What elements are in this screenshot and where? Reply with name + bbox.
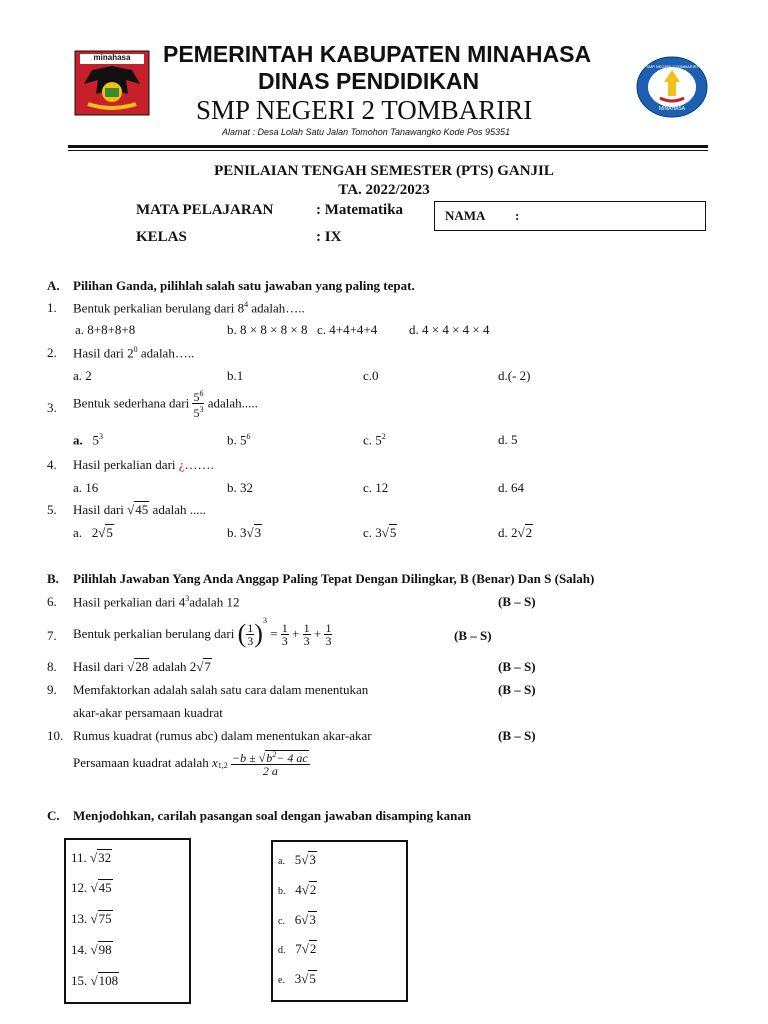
q8-number: 8.	[47, 659, 57, 674]
q3-option-d[interactable]: d. 5	[498, 432, 518, 447]
match-q12: 12. √45	[71, 880, 112, 895]
header-line-2: DINAS PENDIDIKAN	[258, 68, 480, 94]
match-answer-e[interactable]: e. 3√5	[278, 971, 316, 986]
q4-text: Hasil perkalian dari ¿…….	[73, 457, 214, 472]
name-label: NAMA	[445, 208, 486, 223]
match-q11: 11. √32	[71, 850, 112, 865]
q4-option-a[interactable]: a. 16	[73, 480, 99, 495]
school-address: Alamat : Desa Lolah Satu Jalan Tomohon Tanawangko Kode Pos 95351	[222, 127, 511, 137]
section-b-letter: B.	[47, 571, 59, 586]
match-answer-d[interactable]: d. 7√2	[278, 941, 317, 956]
class-value: : IX	[316, 229, 342, 245]
match-q13: 13. √75	[71, 911, 112, 926]
q10-text-1: Rumus kuadrat (rumus abc) dalam menentukan akar-akar	[73, 728, 372, 743]
match-answer-b[interactable]: b. 4√2	[278, 882, 317, 897]
q5-option-c[interactable]: c. 3√5	[363, 525, 397, 540]
match-answer-c[interactable]: c. 6√3	[278, 912, 316, 927]
name-colon: :	[515, 208, 520, 223]
exam-title: PENILAIAN TENGAH SEMESTER (PTS) GANJIL	[214, 163, 554, 179]
q5-option-d[interactable]: d. 2√2	[498, 525, 533, 540]
q2-option-c[interactable]: c.0	[363, 368, 379, 383]
section-b-heading: Pilihlah Jawaban Yang Anda Anggap Paling Tepat Dengan Dilingkar, B (Benar) Dan S (Salah)	[73, 571, 595, 586]
subject-label: MATA PELAJARAN	[136, 202, 274, 218]
logo-left-text: minahasa	[93, 53, 131, 62]
q8-text: Hasil dari √28 adalah 2√7	[73, 659, 211, 674]
q2-option-a[interactable]: a. 2	[73, 368, 92, 383]
school-logo-bottom-text: MINAHASA	[658, 106, 686, 112]
q9-number: 9.	[47, 682, 57, 697]
q7-text: Bentuk perkalian berulang dari ( $\frac{1}{3}$ )$^3$ = $\frac{1}{3}$ + $\frac{1}{3}$ + $\frac{1}{3}$	[73, 616, 332, 649]
subject-value: : Matematika	[316, 202, 404, 218]
q4-option-c[interactable]: c. 12	[363, 480, 389, 495]
q1-option-d[interactable]: d. 4 × 4 × 4 × 4	[409, 322, 490, 337]
q3-option-b[interactable]: b. $5^6$	[227, 432, 251, 448]
class-label: KELAS	[136, 229, 187, 245]
q5-option-a[interactable]: a. 2√5	[73, 525, 113, 540]
exam-year: TA. 2022/2023	[338, 182, 430, 198]
section-a-letter: A.	[47, 278, 60, 293]
q6-number: 6.	[47, 594, 57, 609]
q2-option-d[interactable]: d.(- 2)	[498, 368, 531, 383]
q10-text-2: Persamaan kuadrat adalah $x_{1,2}$ $\frac{-b \pm √b^2- 4 ac}{2 a}$	[73, 750, 308, 778]
q2-option-b[interactable]: b.1	[227, 368, 244, 383]
quadratic-formula: $\frac{-b \pm √b^2- 4 ac}{2 a}$	[232, 750, 308, 778]
section-a-heading: Pilihan Ganda, pilihlah salah satu jawaban yang paling tepat.	[73, 278, 415, 293]
q5-option-b[interactable]: b. 3√3	[227, 525, 262, 540]
q9-text-2: akar-akar persamaan kuadrat	[73, 705, 223, 720]
q1-option-c[interactable]: c. 4+4+4+4	[317, 322, 378, 337]
q9-answer[interactable]: (B – S)	[498, 682, 536, 697]
section-c-heading: Menjodohkan, carilah pasangan soal dengan jawaban disamping kanan	[73, 808, 472, 823]
q6-answer[interactable]: (B – S)	[498, 594, 536, 609]
header-divider-thick	[68, 145, 708, 148]
q3-option-c[interactable]: c. $5^2$	[363, 432, 386, 448]
q2-text: Hasil dari $2^0$ adalah…..	[73, 345, 195, 361]
q10-answer[interactable]: (B – S)	[498, 728, 536, 743]
q4-option-d[interactable]: d. 64	[498, 480, 524, 495]
match-answer-a[interactable]: a. 5√3	[278, 852, 316, 867]
q1-number: 1.	[47, 300, 57, 315]
school-logo-top-text: SMP NEGERI 2 TOMBARIRI	[646, 64, 698, 69]
q3-option-a[interactable]: a. $5^3$	[73, 432, 103, 448]
header-line-3: SMP NEGERI 2 TOMBARIRI	[196, 95, 533, 125]
q3-number: 3.	[47, 400, 57, 415]
q3-fraction: $\frac{5^6}{5^3}$	[193, 389, 204, 420]
q5-number: 5.	[47, 502, 57, 517]
section-c-letter: C.	[47, 808, 60, 823]
q10-number: 10.	[47, 728, 64, 743]
q9-text-1: Memfaktorkan adalah salah satu cara dalam menentukan	[73, 682, 369, 697]
q7-answer[interactable]: (B – S)	[454, 628, 492, 643]
q1-text: Bentuk perkalian berulang dari $8^4$ adalah…..	[73, 300, 305, 316]
name-box[interactable]	[434, 201, 706, 231]
q4-number: 4.	[47, 457, 57, 472]
q7-number: 7.	[47, 628, 57, 643]
q8-answer[interactable]: (B – S)	[498, 659, 536, 674]
q6-text: Hasil perkalian dari $4^3adalah$ 12	[73, 594, 240, 610]
match-q14: 14. √98	[71, 942, 112, 957]
header-line-1: PEMERINTAH KABUPATEN MINAHASA	[163, 41, 592, 67]
match-q15: 15. √108	[71, 973, 119, 988]
q1-option-b[interactable]: b. 8 × 8 × 8 × 8	[227, 322, 308, 337]
q5-text: Hasil dari √45 adalah .....	[73, 502, 206, 517]
header-divider-thin	[68, 150, 708, 151]
q4-option-b[interactable]: b. 32	[227, 480, 253, 495]
q2-number: 2.	[47, 345, 57, 360]
q3-text: Bentuk sederhana dari $\frac{5^6}{5^3}$ adalah.....	[73, 389, 258, 420]
q1-option-a[interactable]: a. 8+8+8+8	[75, 322, 136, 337]
